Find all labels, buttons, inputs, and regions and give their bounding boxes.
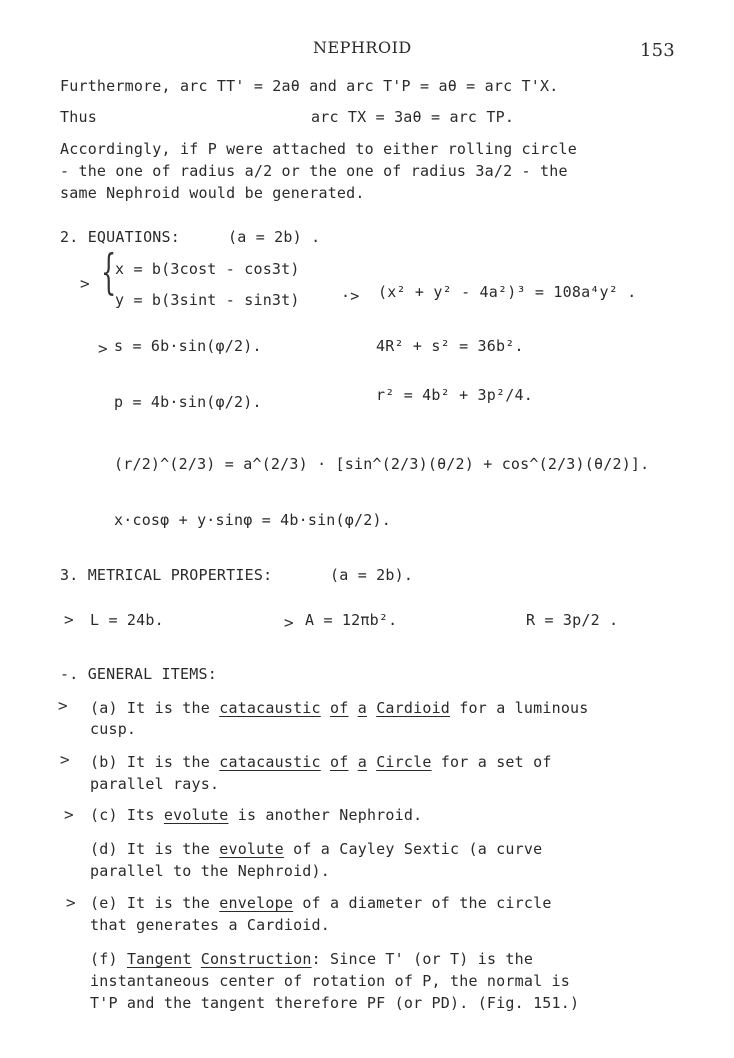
radius-of-curvature-formula: R = 3p/2 . — [526, 611, 619, 629]
item-e-line-1 — [90, 894, 552, 912]
margin-check-mark: > — [80, 274, 90, 293]
item-a-article: a — [357, 699, 367, 717]
area-formula: A = 12πb². — [305, 611, 398, 629]
item-e-envelope: envelope — [219, 894, 294, 912]
item-a-cardioid: Cardioid — [376, 699, 451, 717]
margin-check-mark: > — [284, 613, 294, 632]
item-b-catacaustic: catacaustic — [219, 753, 321, 771]
metrical-parameter: (a = 2b). — [330, 566, 414, 584]
item-c-prefix: (c) Its — [90, 806, 164, 824]
margin-check-mark: > — [98, 339, 108, 358]
pedal-p-equation: p = 4b·sin(φ/2). — [114, 393, 262, 411]
item-f-line-2: instantaneous center of rotation of P, the normal is — [90, 972, 570, 990]
item-b-of: of — [330, 753, 349, 771]
item-b-prefix: (b) It is the — [90, 753, 220, 771]
margin-check-mark: > — [66, 893, 76, 912]
parametric-y-equation: y = b(3sint - sin3t) — [115, 291, 300, 309]
implies-arrow: ·> — [341, 287, 360, 305]
item-a-suffix: for a luminous — [450, 699, 589, 717]
item-b-circle: Circle — [376, 753, 432, 771]
item-c-suffix: is another Nephroid. — [228, 806, 423, 824]
item-b-suffix: for a set of — [431, 753, 552, 771]
item-f-line-1 — [90, 950, 533, 968]
item-a-of: of — [330, 699, 349, 717]
system-brace: { — [101, 244, 117, 300]
item-d-suffix: of a Cayley Sextic (a curve — [283, 840, 543, 858]
parametric-x-equation: x = b(3cost - cos3t) — [115, 260, 300, 278]
item-d-line-2: parallel to the Nephroid). — [90, 862, 330, 880]
metrical-heading: 3. METRICAL PROPERTIES: — [60, 566, 273, 584]
margin-check-mark: > — [60, 750, 70, 769]
pedal-r-equation: r² = 4b² + 3p²/4. — [376, 386, 533, 404]
intro-thus-equation: arc TX = 3aθ = arc TP. — [311, 108, 515, 126]
item-d-prefix: (d) It is the — [90, 840, 220, 858]
item-a-catacaustic: catacaustic — [219, 699, 321, 717]
item-a-line-2: cusp. — [90, 720, 137, 738]
margin-check-mark: > — [64, 610, 74, 629]
arc-length-intrinsic-equation: s = 6b·sin(φ/2). — [114, 337, 262, 355]
margin-check-mark: > — [64, 805, 74, 824]
general-items-heading: -. GENERAL ITEMS: — [60, 665, 217, 683]
item-c-evolute: evolute — [163, 806, 229, 824]
item-f-prefix: (f) — [90, 950, 127, 968]
item-b-line-2: parallel rays. — [90, 775, 220, 793]
equations-heading: 2. EQUATIONS: — [60, 228, 180, 246]
intro-line-5: same Nephroid would be generated. — [60, 184, 365, 202]
item-e-prefix: (e) It is the — [90, 894, 220, 912]
polar-equation: (r/2)^(2/3) = a^(2/3) · [sin^(2/3)(θ/2) + cos^(2/3)(θ/2)]. — [114, 455, 650, 473]
equations-parameter: (a = 2b) . — [228, 228, 321, 246]
tangent-line-equation: x·cosφ + y·sinφ = 4b·sin(φ/2). — [114, 511, 391, 529]
page-number: 153 — [640, 40, 675, 61]
item-c-line-1 — [90, 806, 422, 824]
length-formula: L = 24b. — [90, 611, 164, 629]
item-f-suffix: : Since T' (or T) is the — [311, 950, 534, 968]
cartesian-equation: (x² + y² - 4a²)³ = 108a⁴y² . — [378, 283, 637, 301]
item-f-tangent: Tangent — [126, 950, 192, 968]
intro-thus-label: Thus — [60, 108, 97, 126]
item-f-construction: Construction — [200, 950, 312, 968]
intro-line-1: Furthermore, arc TT' = 2aθ and arc T'P = aθ = arc T'X. — [60, 77, 559, 95]
item-b-article: a — [357, 753, 367, 771]
item-a-prefix: (a) It is the — [90, 699, 220, 717]
item-e-suffix: of a diameter of the circle — [293, 894, 552, 912]
item-d-evolute: evolute — [219, 840, 284, 858]
item-d-line-1 — [90, 840, 542, 858]
item-a-line-1 — [90, 699, 589, 717]
margin-check-mark: > — [58, 696, 68, 715]
item-b-line-1 — [90, 753, 552, 771]
page-title: NEPHROID — [313, 38, 412, 57]
intro-line-4: - the one of radius a/2 or the one of radius 3a/2 - the — [60, 162, 568, 180]
intro-line-3: Accordingly, if P were attached to either rolling circle — [60, 140, 577, 158]
whewell-equation: 4R² + s² = 36b². — [376, 337, 524, 355]
item-f-line-3: T'P and the tangent therefore PF (or PD). (Fig. 151.) — [90, 994, 580, 1012]
item-e-line-2: that generates a Cardioid. — [90, 916, 330, 934]
